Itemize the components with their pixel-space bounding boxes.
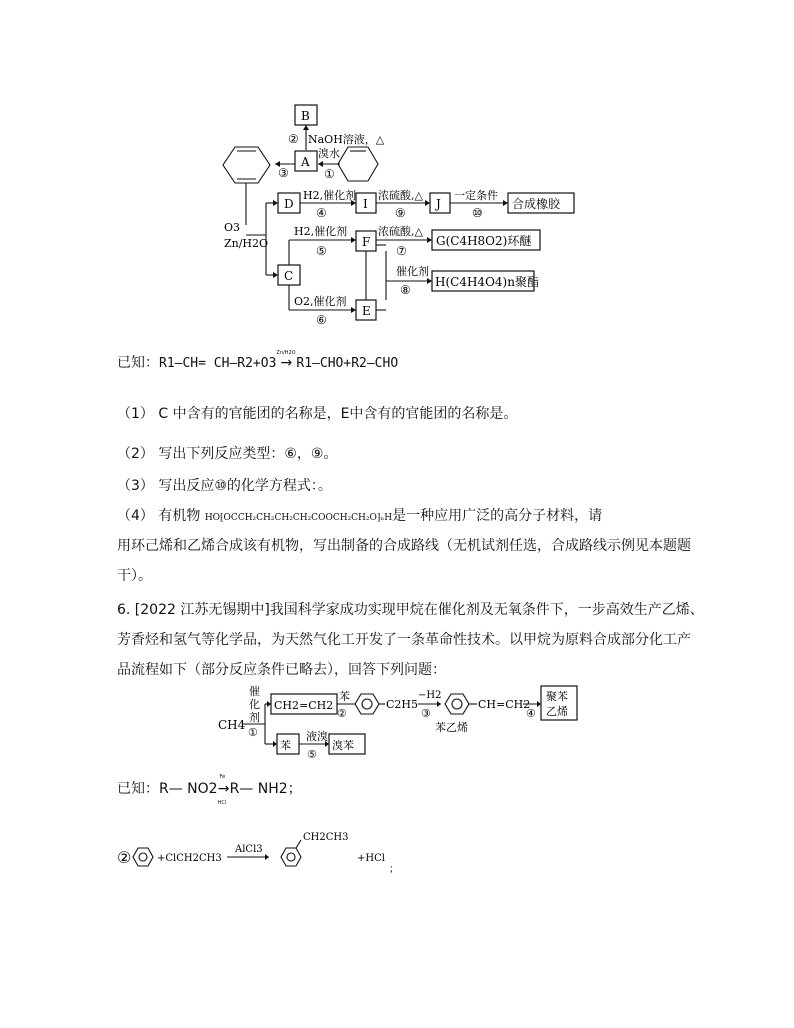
svg-text:④: ④ — [316, 206, 327, 220]
svg-text:聚苯: 聚苯 — [546, 690, 568, 703]
question-3: （3） 写出反应⑩的化学方程式：。 — [117, 478, 332, 494]
known-reaction-2: 已知：R— NO2 Fe → HCl R— NH2； — [117, 774, 302, 806]
svg-text:合成橡胶: 合成橡胶 — [512, 197, 561, 211]
question-2: （2） 写出下列反应类型：⑥，⑨。 — [117, 446, 338, 462]
ethylbenzene-product-icon — [281, 848, 301, 866]
svg-text:⑤: ⑤ — [316, 244, 327, 258]
svg-text:⑦: ⑦ — [396, 244, 407, 258]
question-4: （4） 有机物 HO⁅OCCH₂CH₂CH₂CH₂COOCH₂CH₂O⁆ₙH是一种应用广泛的高分子材料，请 — [117, 508, 603, 524]
ethylbenzene-ring-icon — [355, 694, 379, 714]
label-h2-cat: H2,催化剂 — [303, 189, 357, 202]
reaction-scheme-1 — [200, 95, 600, 325]
label-o2-cat: O2,催化剂 — [294, 295, 347, 308]
svg-text:+HCl: +HCl — [357, 853, 385, 864]
svg-text:E: E — [362, 304, 371, 318]
svg-text:③: ③ — [421, 707, 431, 720]
label-bromine: 溴水 — [318, 147, 340, 160]
svg-text:⑩: ⑩ — [472, 206, 483, 220]
catalyst-1: 催 — [249, 685, 260, 698]
friedel-crafts-reaction — [117, 828, 407, 878]
label-condition: 一定条件 — [454, 189, 498, 202]
svg-text:CH2CH3: CH2CH3 — [303, 832, 349, 843]
svg-text:D: D — [284, 197, 294, 211]
ch4-label: CH4 — [218, 718, 246, 732]
problem-6-line2: 芳香烃和氢气等化学品，为天然气化工开发了一条革命性技术。以甲烷为原料合成部分化工产 — [117, 632, 691, 648]
svg-text:⑨: ⑨ — [395, 206, 406, 220]
step-1: ① — [324, 167, 335, 181]
problem-6-line1: 6. [2022 江苏无锡期中]我国科学家成功实现甲烷在催化剂及无氧条件下，一步高效生产乙烯、 — [117, 602, 704, 618]
reaction-scheme-2 — [215, 684, 595, 764]
step-2: ② — [288, 132, 299, 146]
svg-text:④: ④ — [526, 707, 536, 720]
styrene-label: 苯乙烯 — [435, 721, 468, 734]
svg-text:C: C — [284, 269, 294, 283]
svg-text:液溴: 液溴 — [306, 730, 328, 743]
svg-text:⑥: ⑥ — [316, 313, 327, 325]
known-reaction-1: 已知：R1—CH= CH—R2+O3 Zn/H2O → R1—CHO+R2—CHO — [117, 350, 399, 371]
svg-text:CH=CH2: CH=CH2 — [478, 698, 531, 711]
svg-text:F: F — [362, 235, 371, 249]
label-o3: O3 — [224, 221, 241, 234]
svg-text:G(C4H8O2)环醚: G(C4H8O2)环醚 — [436, 234, 532, 248]
svg-text:苯: 苯 — [280, 739, 291, 752]
svg-text:②: ② — [337, 707, 347, 720]
label-h2-cat-2: H2,催化剂 — [294, 225, 348, 238]
cyclohexadiene-icon — [223, 147, 270, 183]
svg-text:剂: 剂 — [249, 711, 260, 724]
label-naoh: NaOH溶液，△ — [308, 133, 385, 146]
svg-text:化: 化 — [249, 698, 260, 711]
svg-text:C2H5: C2H5 — [386, 698, 419, 711]
label-h2so4: 浓硫酸,△ — [378, 189, 423, 202]
svg-text:⑤: ⑤ — [307, 748, 317, 761]
svg-text:AlCl3: AlCl3 — [235, 844, 263, 855]
label-zn: Zn/H2O — [224, 237, 269, 250]
question-4-line2: 用环己烯和乙烯合成该有机物，写出制备的合成路线（无机试剂任选，合成路线示例见本题题 — [117, 538, 691, 554]
svg-text:I: I — [363, 197, 368, 211]
benzene-ring-icon — [133, 848, 153, 866]
step-3: ③ — [278, 166, 289, 180]
box-b-label: B — [301, 109, 310, 123]
polymer-formula: HO⁅OCCH₂CH₂CH₂CH₂COOCH₂CH₂O⁆ₙH — [204, 513, 393, 523]
svg-text:−H2: −H2 — [418, 690, 442, 701]
label-catalyst: 催化剂 — [396, 265, 429, 278]
svg-text:②: ② — [117, 848, 132, 867]
svg-text:①: ① — [248, 726, 258, 739]
box-a-label: A — [301, 155, 310, 169]
cyclohexene-icon — [338, 147, 378, 181]
svg-text:H(C4H4O4)n聚酯: H(C4H4O4)n聚酯 — [435, 275, 539, 289]
svg-text:；: ； — [389, 864, 399, 875]
svg-text:溴苯: 溴苯 — [332, 739, 354, 752]
question-1: （1） C 中含有的官能团的名称是，E中含有的官能团的名称是。 — [117, 406, 518, 422]
label-h2so4-2: 浓硫酸,△ — [378, 225, 423, 238]
svg-text:苯: 苯 — [339, 690, 350, 703]
svg-text:J: J — [436, 197, 441, 211]
problem-6-line3: 品流程如下（部分反应条件已略去），回答下列问题： — [117, 662, 446, 678]
svg-text:⑧: ⑧ — [400, 283, 411, 297]
svg-text:乙烯: 乙烯 — [546, 705, 568, 718]
svg-text:CH2=CH2: CH2=CH2 — [274, 699, 334, 712]
question-4-line3: 干）。 — [117, 568, 152, 584]
svg-text:+ClCH2CH3: +ClCH2CH3 — [157, 853, 222, 864]
styrene-ring-icon — [445, 694, 469, 714]
